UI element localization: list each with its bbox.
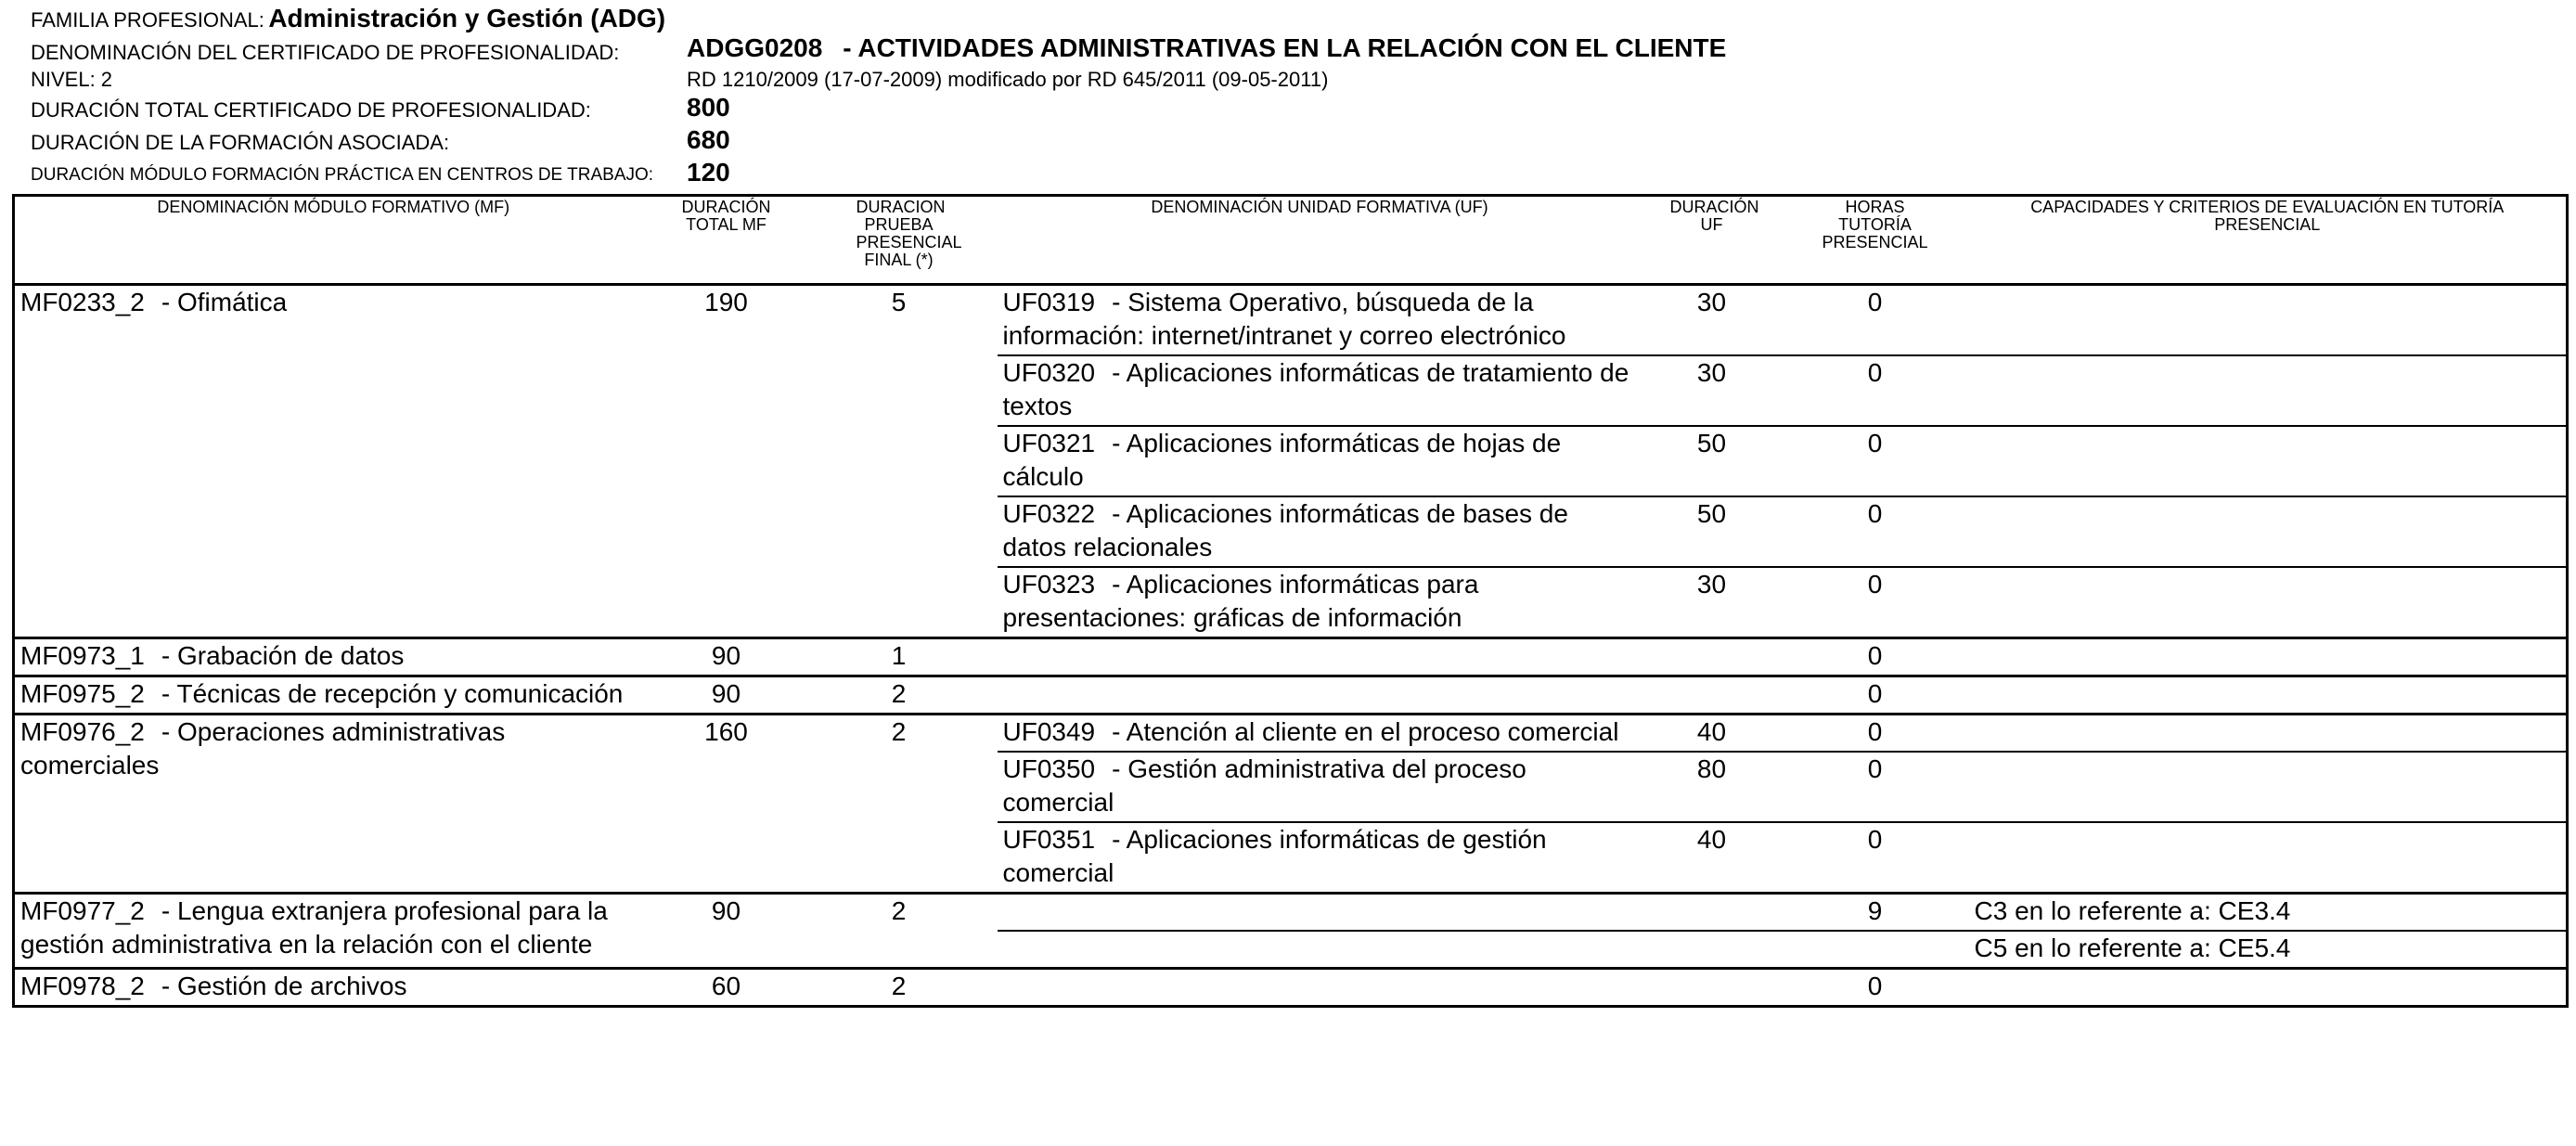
duracion-formacion-value: 680	[687, 125, 730, 154]
col-header-dur-uf: DURACIÓN UF	[1642, 196, 1782, 285]
unit-code: UF0350	[1002, 754, 1096, 783]
tutoring-hours: 0	[1782, 969, 1969, 1007]
unit-duration: 50	[1642, 426, 1782, 496]
module-name-cell	[14, 285, 652, 638]
module-name: - Gestión de archivos	[161, 972, 407, 1000]
unit-code: UF0321	[1002, 429, 1096, 457]
unit-duration: 50	[1642, 496, 1782, 567]
duracion-practica-value: 120	[687, 158, 730, 187]
capacities-cell	[1969, 496, 2568, 567]
capacities-cell	[1969, 355, 2568, 426]
unit-duration	[1642, 969, 1782, 1007]
module-final-test: 2	[801, 715, 998, 894]
module-duration: 190	[704, 288, 748, 316]
table-row	[14, 715, 2568, 753]
tutoring-hours: 0	[1782, 715, 1969, 753]
unit-name-cell	[998, 496, 1642, 567]
capacities-cell	[1969, 638, 2568, 676]
tutoring-hours: 0	[1782, 676, 1969, 715]
unit-code: UF0323	[1002, 570, 1096, 599]
unit-duration: 40	[1642, 715, 1782, 753]
module-final-test: 5	[891, 288, 907, 316]
unit-name: - Atención al cliente en el proceso comercial	[1112, 717, 1619, 746]
unit-name-cell	[998, 715, 1642, 753]
col-header-uf: DENOMINACIÓN UNIDAD FORMATIVA (UF)	[998, 196, 1642, 285]
tutoring-hours: 0	[1782, 355, 1969, 426]
unit-name-cell	[998, 894, 1642, 932]
unit-code: UF0351	[1002, 825, 1096, 854]
capacities-cell	[1969, 715, 2568, 753]
module-code: MF0978_2	[20, 972, 145, 1000]
tutoring-hours: 0	[1782, 496, 1969, 567]
module-name-cell	[14, 638, 652, 676]
unit-code: UF0319	[1002, 288, 1096, 316]
module-name-cell	[14, 715, 652, 894]
unit-name: - Sistema Operativo, búsqueda de la información: internet/intranet y correo electrónico	[1002, 288, 1566, 350]
unit-duration	[1642, 638, 1782, 676]
nivel-label: NIVEL: 2	[31, 68, 113, 91]
unit-name-cell	[998, 969, 1642, 1007]
unit-duration: 30	[1696, 288, 1727, 316]
tutoring-hours: 0	[1782, 567, 1969, 638]
module-name-cell	[14, 894, 652, 969]
capacities-cell	[1969, 426, 2568, 496]
unit-name-cell	[998, 567, 1642, 638]
capacities-cell	[1969, 752, 2568, 822]
tutoring-hours: 0	[1782, 426, 1969, 496]
capacities-cell	[1969, 822, 2568, 894]
tutoring-hours: 0	[1782, 822, 1969, 894]
certificado-title	[687, 33, 1726, 63]
table-row	[14, 969, 2568, 1007]
capacities-cell	[1969, 567, 2568, 638]
modules-table	[12, 194, 2569, 1008]
module-code: MF0977_2	[20, 896, 145, 925]
table-body	[14, 285, 2568, 1007]
capacities-cell: C3 en lo referente a: CE3.4	[1969, 894, 2568, 932]
module-name: - Ofimática	[161, 288, 288, 316]
unit-code: UF0349	[1002, 717, 1096, 746]
unit-name: - Aplicaciones informáticas de gestión comercial	[1002, 825, 1547, 887]
unit-name-cell	[998, 426, 1642, 496]
unit-code: UF0322	[1002, 499, 1096, 528]
module-name: - Técnicas de recepción y comunicación	[161, 679, 624, 708]
unit-name: - Aplicaciones informáticas para presentaciones: gráficas de información	[1002, 570, 1479, 632]
capacities-cell	[1969, 285, 2568, 356]
certificado-name: - ACTIVIDADES ADMINISTRATIVAS EN LA RELACIÓN CON EL CLIENTE	[843, 33, 1727, 62]
certificado-code: ADGG0208	[687, 33, 823, 62]
tutoring-hours: 0	[1867, 288, 1883, 316]
unit-name: - Gestión administrativa del proceso comercial	[1002, 754, 1526, 817]
unit-duration	[1642, 931, 1782, 969]
unit-name: - Aplicaciones informáticas de hojas de cálculo	[1002, 429, 1562, 491]
col-header-dur-mf: DURACIÓN TOTAL MF	[652, 196, 801, 285]
module-final-test: 2	[801, 894, 998, 969]
table-header-row	[14, 196, 2568, 285]
familia-label: FAMILIA PROFESIONAL:	[31, 8, 264, 32]
module-code: MF0233_2	[20, 288, 145, 316]
familia-row	[31, 4, 665, 33]
tutoring-hours: 0	[1782, 752, 1969, 822]
duracion-practica-label: DURACIÓN MÓDULO FORMACIÓN PRÁCTICA EN CENTROS DE TRABAJO:	[31, 165, 654, 185]
unit-duration	[1642, 676, 1782, 715]
module-duration: 90	[652, 638, 801, 676]
unit-duration: 40	[1642, 822, 1782, 894]
unit-name: - Aplicaciones informáticas de tratamiento de textos	[1002, 358, 1629, 420]
module-duration: 60	[652, 969, 801, 1007]
module-final-test: 2	[801, 969, 998, 1007]
module-final-test: 1	[801, 638, 998, 676]
col-header-mf: DENOMINACIÓN MÓDULO FORMATIVO (MF)	[14, 196, 652, 285]
table-row	[14, 676, 2568, 715]
unit-name-cell	[998, 752, 1642, 822]
module-code: MF0973_1	[20, 641, 145, 670]
unit-code: UF0320	[1002, 358, 1096, 387]
unit-name-cell	[998, 638, 1642, 676]
module-duration: 160	[652, 715, 801, 894]
unit-duration	[1642, 894, 1782, 932]
duracion-total-value: 800	[687, 93, 730, 122]
col-header-prueba: DURACION PRUEBA PRESENCIAL FINAL (*)	[801, 196, 998, 285]
capacities-cell	[1969, 676, 2568, 715]
capacities-cell	[1969, 969, 2568, 1007]
unit-name-cell	[998, 676, 1642, 715]
unit-name-cell	[998, 931, 1642, 969]
unit-name-cell	[998, 285, 1642, 356]
table-row	[14, 894, 2568, 932]
module-duration: 90	[652, 894, 801, 969]
module-duration: 90	[652, 676, 801, 715]
tutoring-hours: 9	[1782, 894, 1969, 932]
module-name-cell	[14, 676, 652, 715]
unit-duration: 30	[1642, 355, 1782, 426]
module-name: - Operaciones administrativas comerciales	[20, 717, 506, 779]
duracion-total-label: DURACIÓN TOTAL CERTIFICADO DE PROFESIONALIDAD:	[31, 98, 591, 122]
col-header-tutoria: HORAS TUTORÍA PRESENCIAL	[1782, 196, 1969, 285]
table-row	[14, 638, 2568, 676]
capacities-cell: C5 en lo referente a: CE5.4	[1969, 931, 2568, 969]
denominacion-label: DENOMINACIÓN DEL CERTIFICADO DE PROFESIONALIDAD:	[31, 41, 620, 64]
rd-text: RD 1210/2009 (17-07-2009) modificado por RD 645/2011 (09-05-2011)	[687, 68, 1329, 91]
unit-duration: 30	[1642, 567, 1782, 638]
module-name: - Lengua extranjera profesional para la gestión administrativa en la relación con el cliente	[20, 896, 608, 959]
unit-name-cell	[998, 355, 1642, 426]
col-header-capacidades: CAPACIDADES Y CRITERIOS DE EVALUACIÓN EN TUTORÍA PRESENCIAL	[1969, 196, 2568, 285]
duracion-formacion-label: DURACIÓN DE LA FORMACIÓN ASOCIADA:	[31, 131, 450, 154]
module-final-test: 2	[801, 676, 998, 715]
tutoring-hours	[1782, 931, 1969, 969]
unit-duration: 80	[1642, 752, 1782, 822]
tutoring-hours: 0	[1782, 638, 1969, 676]
unit-name-cell	[998, 822, 1642, 894]
module-code: MF0975_2	[20, 679, 145, 708]
table-row	[14, 285, 2568, 356]
familia-value: Administración y Gestión (ADG)	[268, 4, 666, 32]
module-name-cell	[14, 969, 652, 1007]
module-code: MF0976_2	[20, 717, 145, 746]
module-name: - Grabación de datos	[161, 641, 405, 670]
unit-name: - Aplicaciones informáticas de bases de datos relacionales	[1002, 499, 1568, 561]
